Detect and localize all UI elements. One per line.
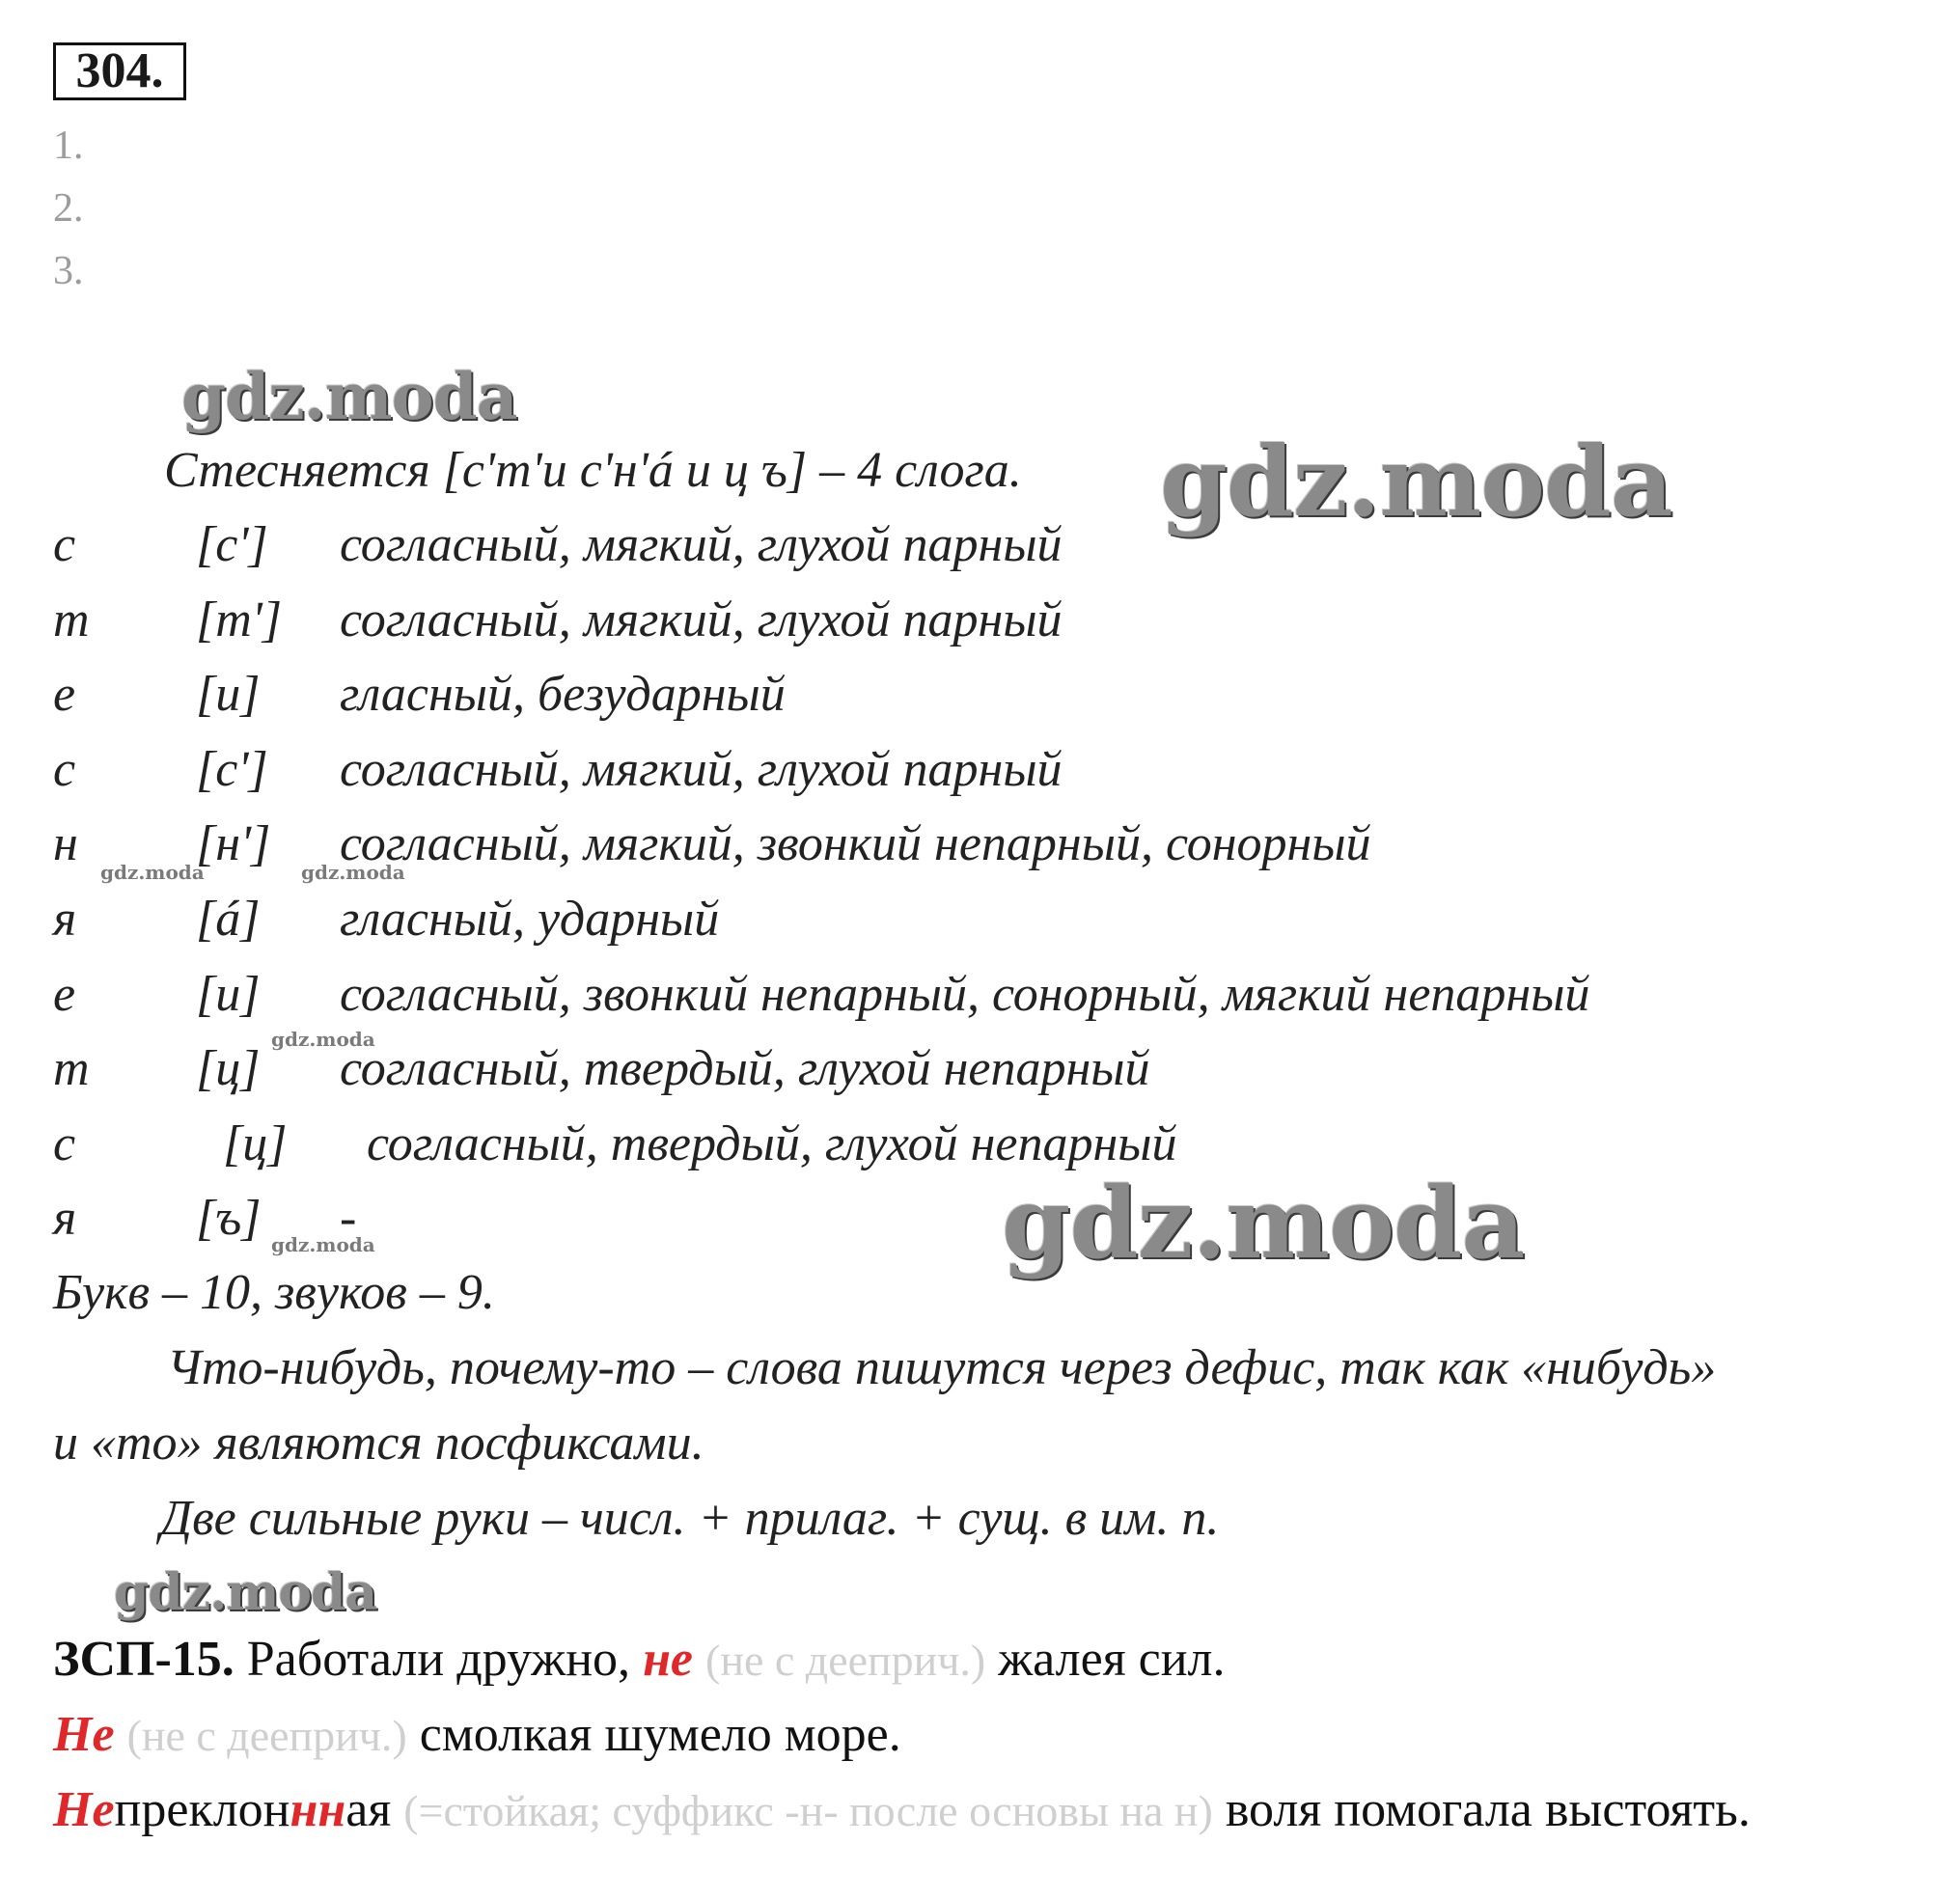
row-letter: т xyxy=(53,1041,90,1096)
numbered-line-3: 3. xyxy=(53,249,84,293)
sentence-text: смолкая шумело море. xyxy=(419,1707,901,1762)
row-description: согласный, мягкий, глухой парный xyxy=(340,742,1063,797)
numbered-line-1: 1. xyxy=(53,124,84,168)
row-sound: [ц] xyxy=(223,1116,288,1171)
watermark: gdz.moda xyxy=(181,359,517,434)
row-letter: е xyxy=(53,967,76,1022)
exercise-number: 304. xyxy=(53,42,186,100)
zsp-label: ЗСП-15. xyxy=(53,1632,235,1687)
row-sound: [ц] xyxy=(196,1041,261,1096)
highlight-ne: не xyxy=(643,1632,694,1687)
watermark: gdz.moda xyxy=(100,861,205,884)
zsp-sentence-1 xyxy=(53,1631,1226,1688)
row-sound: [т'] xyxy=(196,592,283,647)
row-description: согласный, твердый, глухой непарный xyxy=(340,1041,1150,1096)
numbered-line-2: 2. xyxy=(53,186,84,231)
zsp-sentence-2 xyxy=(53,1706,901,1763)
watermark: gdz.moda xyxy=(301,861,405,884)
heading: Стесняется [с'т'и с'н'á и ц ъ] – 4 слога. xyxy=(164,443,1022,498)
row-letter: с xyxy=(53,517,76,572)
watermark: gdz.moda xyxy=(1160,425,1672,538)
rule-hint: (=стойкая; суффикс -н- после основы на н) xyxy=(403,1786,1213,1835)
row-sound: [н'] xyxy=(196,816,271,871)
rule-hint: (не с дееприч.) xyxy=(126,1711,407,1760)
watermark: gdz.moda xyxy=(1002,1166,1525,1281)
highlight-ne: Не xyxy=(53,1707,115,1762)
sentence-text: Работали дружно, xyxy=(246,1632,631,1687)
row-sound: [с'] xyxy=(196,742,268,797)
row-description: - xyxy=(340,1191,357,1246)
row-description: согласный, мягкий, глухой парный xyxy=(340,592,1063,647)
row-sound: [á] xyxy=(196,892,261,947)
row-sound: [и] xyxy=(196,667,261,722)
row-sound: [с'] xyxy=(196,517,268,572)
row-description: согласный, мягкий, глухой парный xyxy=(340,517,1063,572)
paragraph-2: Две сильные руки – числ. + прилаг. + сущ. в им. п. xyxy=(160,1491,1220,1546)
row-description: согласный, мягкий, звонкий непарный, сонорный xyxy=(340,816,1371,871)
row-letter: я xyxy=(53,892,77,947)
row-letter: т xyxy=(53,592,90,647)
row-description: гласный, безударный xyxy=(340,667,786,722)
watermark: gdz.moda xyxy=(114,1563,377,1622)
zsp-sentence-3 xyxy=(53,1781,1751,1838)
watermark: gdz.moda xyxy=(271,1233,375,1256)
word-part: ая xyxy=(345,1782,392,1837)
row-letter: с xyxy=(53,1116,76,1171)
row-description: согласный, звонкий непарный, сонорный, мягкий непарный xyxy=(340,967,1590,1022)
watermark: gdz.moda xyxy=(271,1028,375,1051)
sentence-text: воля помогала выстоять. xyxy=(1225,1782,1751,1837)
row-sound: [и] xyxy=(196,967,261,1022)
row-letter: я xyxy=(53,1191,77,1246)
paragraph-1-line-1: Что-нибудь, почему-то – слова пишутся через дефис, так как «нибудь» xyxy=(167,1340,1717,1395)
row-sound: [ъ] xyxy=(196,1191,262,1246)
row-description: гласный, ударный xyxy=(340,892,720,947)
rule-hint: (не с дееприч.) xyxy=(705,1636,986,1685)
highlight-ne: Не xyxy=(53,1782,115,1837)
row-letter: е xyxy=(53,667,76,722)
highlight-nn: нн xyxy=(290,1782,346,1837)
paragraph-1-line-2: и «то» являются посфиксами. xyxy=(53,1416,704,1471)
letters-sounds-count: Букв – 10, звуков – 9. xyxy=(53,1265,495,1320)
row-letter: с xyxy=(53,742,76,797)
row-description: согласный, твердый, глухой непарный xyxy=(367,1116,1177,1171)
word-part: преклон xyxy=(114,1782,290,1837)
row-letter: н xyxy=(53,816,78,871)
sentence-text: жалея сил. xyxy=(998,1632,1226,1687)
